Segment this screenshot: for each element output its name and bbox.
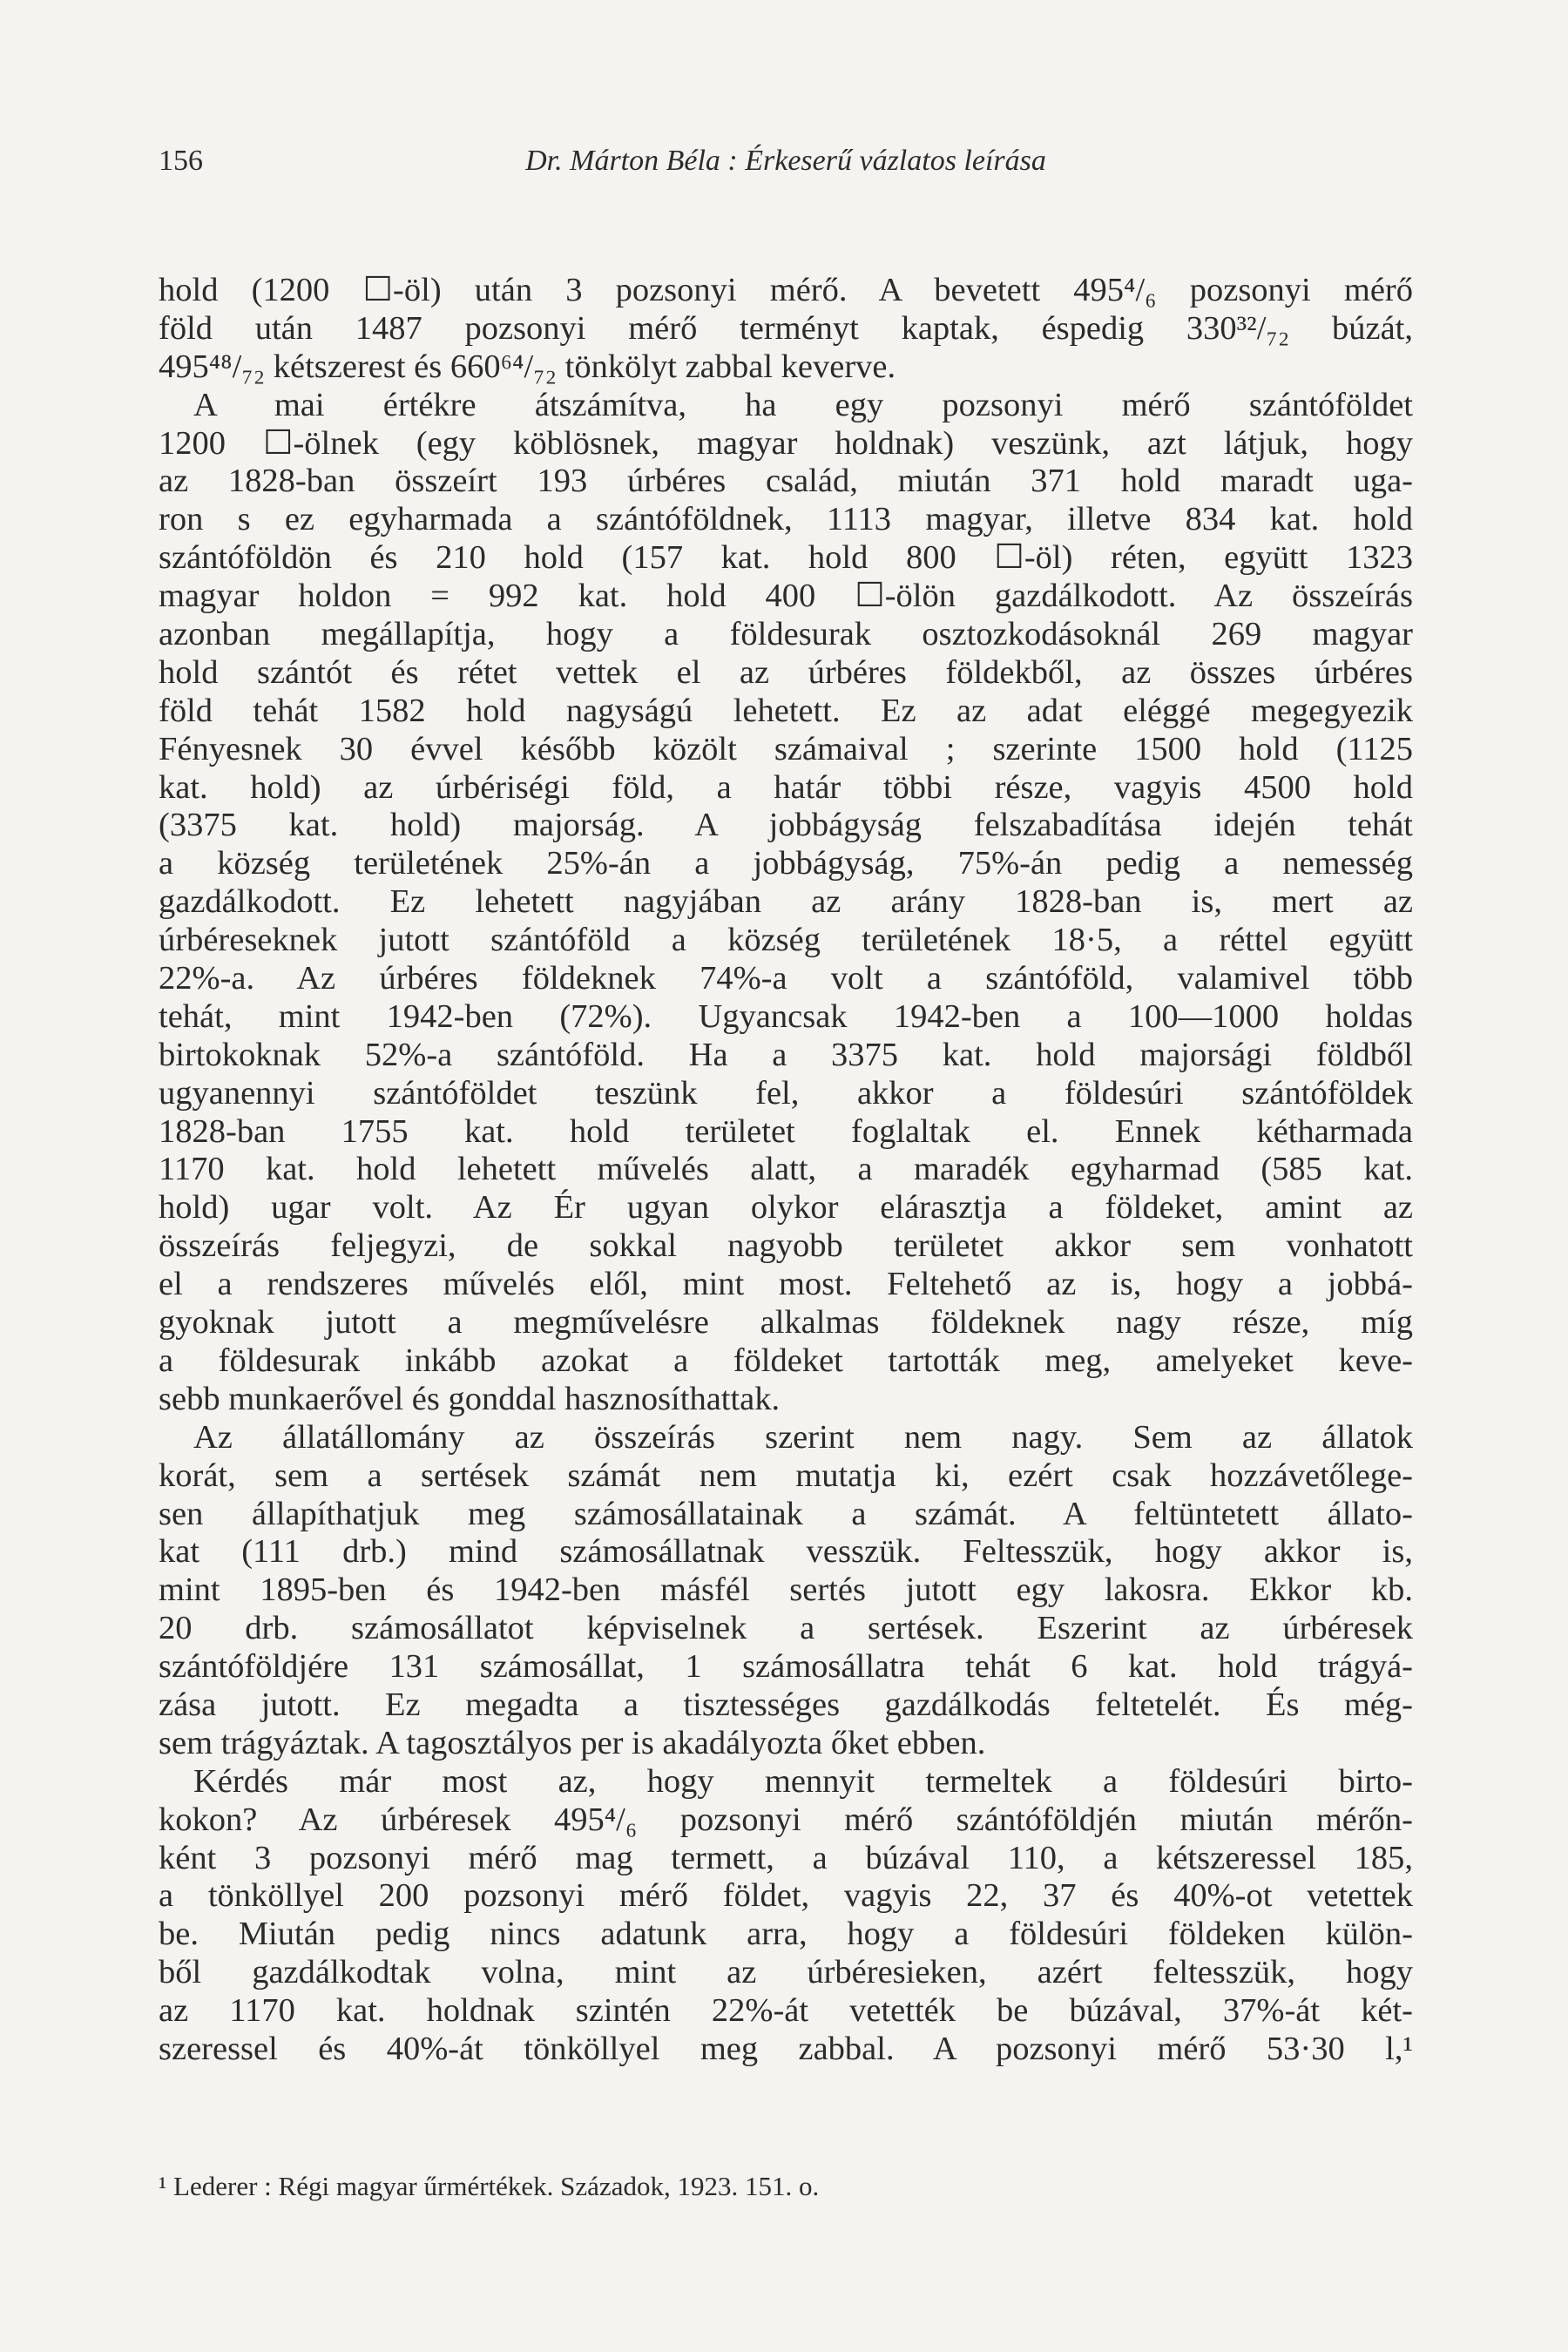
text-line: A mai értékre átszámítva, ha egy pozsonyi mérő szántóföldet bbox=[193, 386, 1413, 423]
text-line: Kérdés már most az, hogy mennyit termeltek a földesúri birto- bbox=[193, 1762, 1413, 1800]
page-number: 156 bbox=[159, 145, 203, 177]
text-line: az 1170 kat. holdnak szintén 22%-át vetették be búzával, 37%-át két- bbox=[159, 1992, 1413, 2030]
body-text bbox=[159, 272, 1413, 2069]
text-line: hold szántót és rétet vettek el az úrbéres földekből, az összes úrbéres bbox=[159, 653, 1413, 691]
text-line: be. Miután pedig nincs adatunk arra, hogy a földesúri földeken külön- bbox=[159, 1916, 1413, 1953]
text-line: kokon? Az úrbéresek 495⁴/₆ pozsonyi mérő szántóföldjén miután mérőn- bbox=[159, 1801, 1413, 1838]
footnote: ¹ Lederer : Régi magyar űrmértékek. Századok, 1923. 151. o. bbox=[159, 2171, 820, 2201]
text-line: szántóföldjére 131 számosállat, 1 számosállatra tehát 6 kat. hold trágyá- bbox=[159, 1648, 1413, 1686]
text-line: Fényesnek 30 évvel később közölt számaival ; szerinte 1500 hold (1125 bbox=[159, 730, 1413, 767]
text-line: a tönköllyel 200 pozsonyi mérő földet, vagyis 22, 37 és 40%-ot vetettek bbox=[159, 1877, 1413, 1915]
text-line: szeressel és 40%-át tönköllyel meg zabbal. A pozsonyi mérő 53·30 l,¹ bbox=[159, 2030, 1413, 2067]
text-line: hold (1200 ☐-öl) után 3 pozsonyi mérő. A bevetett 495⁴/₆ pozsonyi mérő bbox=[159, 272, 1413, 308]
text-line: hold) ugar volt. Az Ér ugyan olykor elárasztja a földeket, amint az bbox=[159, 1189, 1413, 1227]
page-header bbox=[159, 145, 1413, 197]
text-line: gazdálkodott. Ez lehetett nagyjában az arány 1828-ban is, mert az bbox=[159, 883, 1413, 921]
text-line: föld után 1487 pozsonyi mérő terményt kaptak, éspedig 330³²/₇₂ búzát, bbox=[159, 309, 1413, 347]
text-line: úrbéreseknek jutott szántóföld a község területének 18·5, a réttel együtt bbox=[159, 922, 1413, 959]
text-line: kat (111 drb.) mind számosállatnak vesszük. Feltesszük, hogy akkor is, bbox=[159, 1533, 1413, 1571]
text-line: föld tehát 1582 hold nagyságú lehetett. Ez az adat eléggé megegyezik bbox=[159, 692, 1413, 729]
text-line: ként 3 pozsonyi mérő mag termett, a búzával 110, a kétszeressel 185, bbox=[159, 1839, 1413, 1876]
text-line: kat. hold) az úrbériségi föld, a határ többi része, vagyis 4500 hold bbox=[159, 768, 1413, 806]
text-line: birtokoknak 52%-a szántóföld. Ha a 3375 kat. hold majorsági földből bbox=[159, 1036, 1413, 1073]
text-line: sem trágyáztak. A tagosztályos per is akadályozta őket ebben. bbox=[159, 1724, 986, 1761]
text-line: 1170 kat. hold lehetett művelés alatt, a maradék egyharmad (585 kat. bbox=[159, 1151, 1413, 1188]
text-line: 22%-a. Az úrbéres földeknek 74%-a volt a szántóföld, valamivel több bbox=[159, 960, 1413, 997]
text-line: szántóföldön és 210 hold (157 kat. hold 800 ☐-öl) réten, együtt 1323 bbox=[159, 539, 1413, 577]
text-line: tehát, mint 1942-ben (72%). Ugyancsak 1942-ben a 100—1000 holdas bbox=[159, 997, 1413, 1035]
text-line: mint 1895-ben és 1942-ben másfél sertés jutott egy lakosra. Ekkor kb. bbox=[159, 1571, 1413, 1609]
text-line: a község területének 25%-án a jobbágyság, 75%-án pedig a nemesség bbox=[159, 845, 1413, 882]
text-line: el a rendszeres művelés elől, mint most. Feltehető az is, hogy a jobbá- bbox=[159, 1266, 1413, 1303]
text-line: ron s ez egyharmada a szántóföldnek, 1113 magyar, illetve 834 kat. hold bbox=[159, 501, 1413, 538]
text-line: zása jutott. Ez megadta a tisztességes gazdálkodás feltetelét. És még- bbox=[159, 1686, 1413, 1723]
text-line: Az állatállomány az összeírás szerint nem nagy. Sem az állatok bbox=[193, 1418, 1413, 1456]
text-line: 20 drb. számosállatot képviselnek a sertések. Eszerint az úrbéresek bbox=[159, 1610, 1413, 1647]
text-line: gyoknak jutott a megművelésre alkalmas földeknek nagy része, míg bbox=[159, 1304, 1413, 1342]
text-line: sebb munkaerővel és gonddal hasznosíthattak. bbox=[159, 1380, 781, 1417]
text-line: korát, sem a sertések számát nem mutatja ki, ezért csak hozzávetőlege- bbox=[159, 1456, 1413, 1494]
text-line: az 1828-ban összeírt 193 úrbéres család, miután 371 hold maradt uga- bbox=[159, 463, 1413, 500]
text-line: a földesurak inkább azokat a földeket tartották meg, amelyeket keve- bbox=[159, 1342, 1413, 1379]
text-line: magyar holdon = 992 kat. hold 400 ☐-ölön gazdálkodott. Az összeírás bbox=[159, 578, 1413, 615]
text-line: (3375 kat. hold) majorság. A jobbágyság felszabadítása idején tehát bbox=[159, 807, 1413, 844]
text-line: ugyanennyi szántóföldet teszünk fel, akkor a földesúri szántóföldek bbox=[159, 1074, 1413, 1112]
text-line: 1828-ban 1755 kat. hold területet foglaltak el. Ennek kétharmada bbox=[159, 1112, 1413, 1150]
text-line: 1200 ☐-ölnek (egy köblösnek, magyar holdnak) veszünk, azt látjuk, hogy bbox=[159, 424, 1413, 462]
text-line: ből gazdálkodtak volna, mint az úrbéresieken, azért feltesszük, hogy bbox=[159, 1954, 1413, 1991]
text-line: összeírás feljegyzi, de sokkal nagyobb területet akkor sem vonhatott bbox=[159, 1227, 1413, 1265]
text-line: sen állapíthatjuk meg számosállatainak a számát. A feltüntetett állato- bbox=[159, 1495, 1413, 1532]
text-line: 495⁴⁸/₇₂ kétszerest és 660⁶⁴/₇₂ tönkölyt zabbal keverve. bbox=[159, 348, 896, 385]
running-title: Dr. Márton Béla : Érkeserű vázlatos leírása bbox=[525, 145, 1046, 177]
text-line: azonban megállapítja, hogy a földesurak osztozkodásoknál 269 magyar bbox=[159, 616, 1413, 653]
